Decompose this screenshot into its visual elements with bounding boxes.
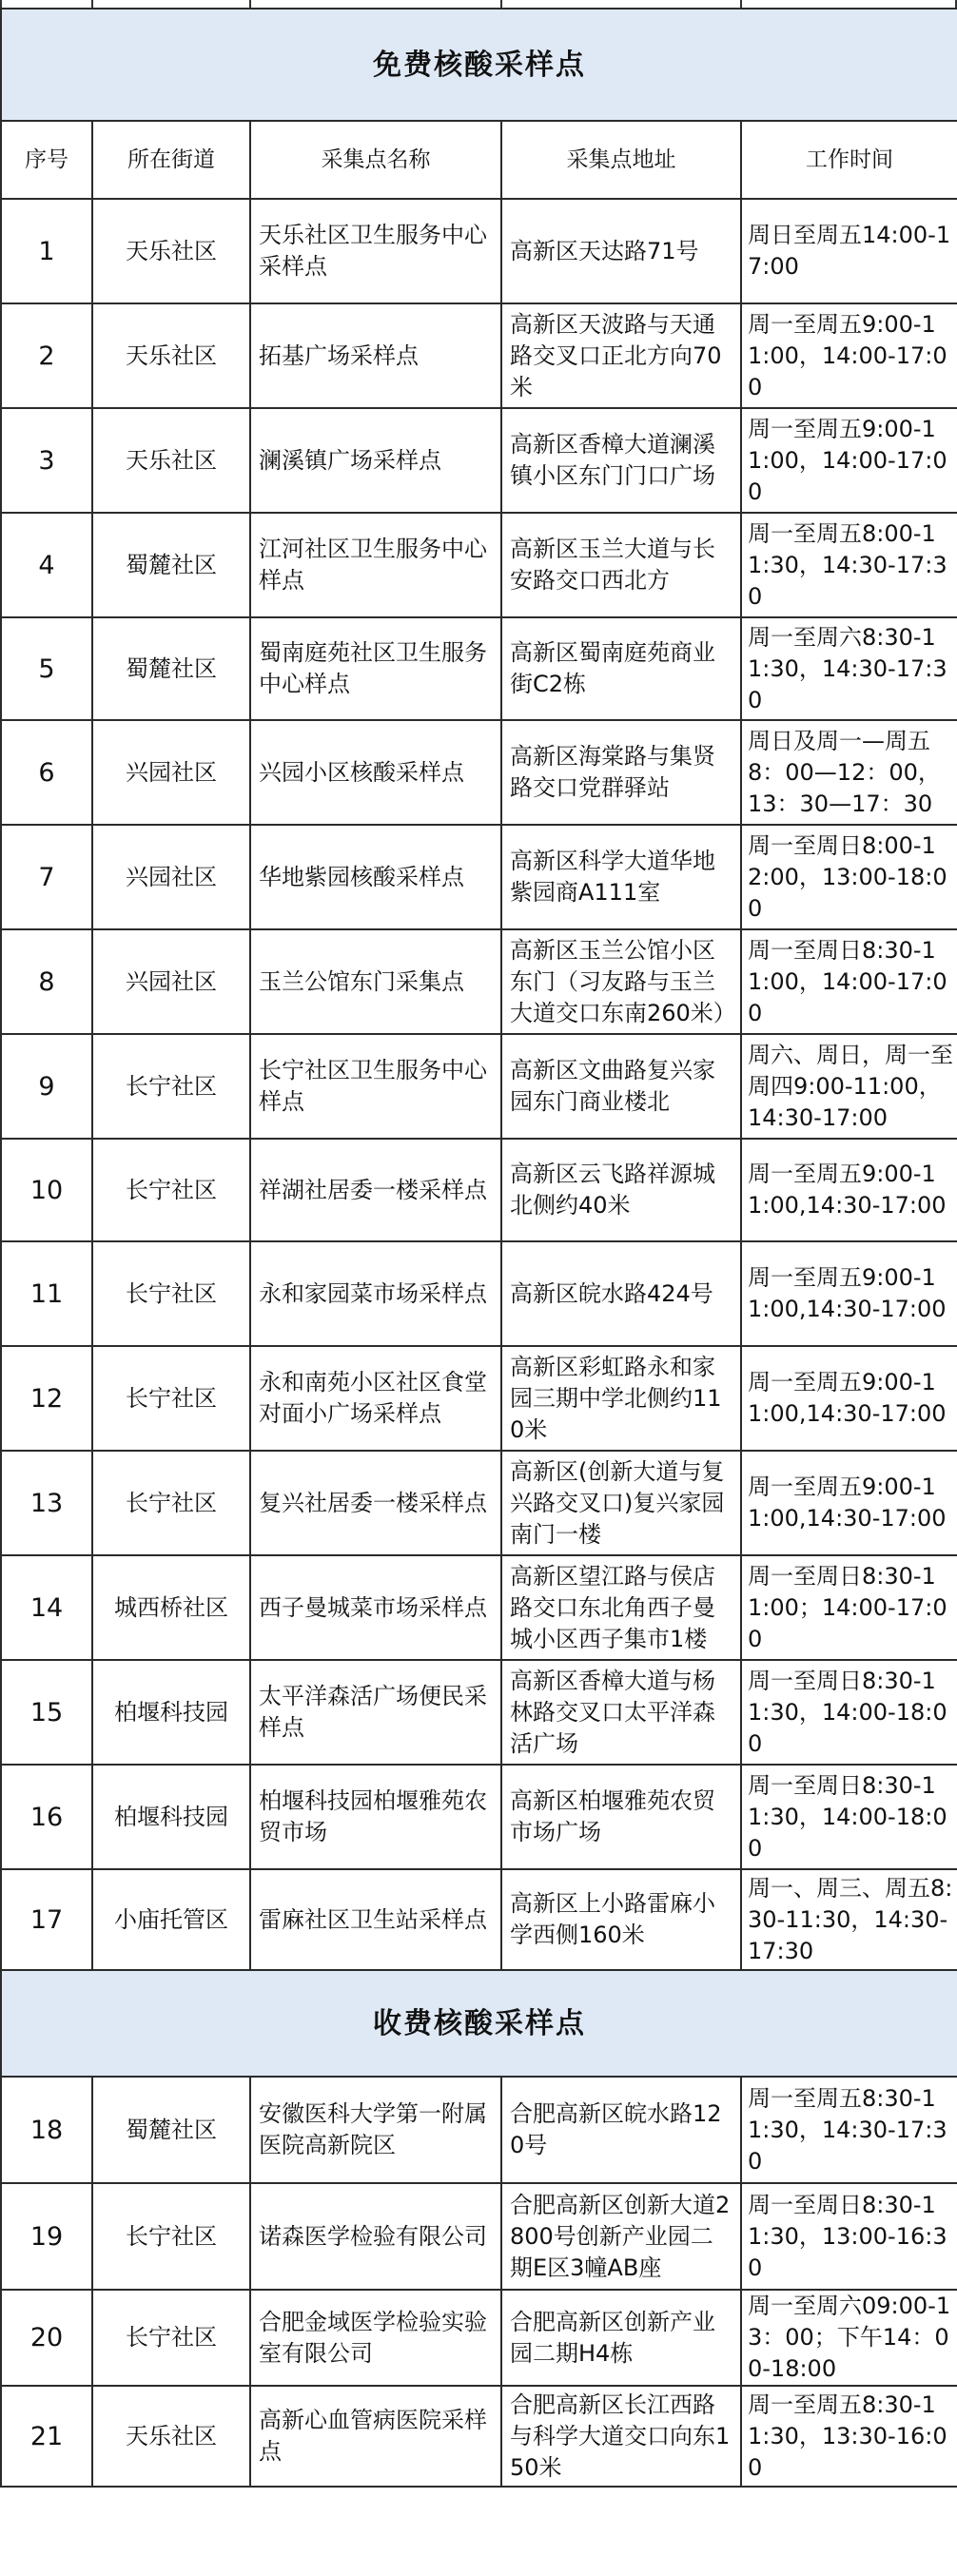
row-street: 柏堰科技园 <box>92 1660 250 1765</box>
column-headers <box>1 121 957 199</box>
row-hours: 周一至周日8:30-11:30，13:00-16:30 <box>741 2183 957 2290</box>
sampling-sites-table <box>0 8 957 2488</box>
row-address: 高新区香樟大道澜溪镇小区东门门口广场 <box>501 408 741 513</box>
row-site-name: 安徽医科大学第一附属医院高新院区 <box>250 2077 501 2183</box>
row-index: 11 <box>1 1241 92 1346</box>
table-row <box>1 2386 957 2487</box>
row-site-name: 永和南苑小区社区食堂对面小广场采样点 <box>250 1346 501 1451</box>
header-name: 采集点名称 <box>250 121 501 199</box>
table-row <box>1 617 957 720</box>
table-row <box>1 1869 957 1970</box>
row-site-name: 澜溪镇广场采样点 <box>250 408 501 513</box>
row-site-name: 兴园小区核酸采样点 <box>250 720 501 825</box>
row-site-name: 柏堰科技园柏堰雅苑农贸市场 <box>250 1765 501 1869</box>
row-index: 15 <box>1 1660 92 1765</box>
row-hours: 周一至周五9:00-11:00,14:30-17:00 <box>741 1451 957 1555</box>
row-index: 14 <box>1 1555 92 1660</box>
row-site-name: 诺森医学检验有限公司 <box>250 2183 501 2290</box>
row-hours: 周一至周五9:00-11:00,14:30-17:00 <box>741 1139 957 1241</box>
table-row <box>1 1451 957 1555</box>
row-hours: 周一至周日8:30-11:00；14:00-17:00 <box>741 1555 957 1660</box>
row-site-name: 复兴社居委一楼采样点 <box>250 1451 501 1555</box>
table-row <box>1 1660 957 1765</box>
row-street: 天乐社区 <box>92 2386 250 2487</box>
row-address: 高新区望江路与侯店路交口东北角西子曼城小区西子集市1楼 <box>501 1555 741 1660</box>
row-address: 高新区(创新大道与复兴路交叉口)复兴家园南门一楼 <box>501 1451 741 1555</box>
row-index: 7 <box>1 825 92 929</box>
row-street: 长宁社区 <box>92 1451 250 1555</box>
row-street: 长宁社区 <box>92 1241 250 1346</box>
table-row <box>1 1241 957 1346</box>
row-address: 合肥高新区创新产业园二期H4栋 <box>501 2290 741 2386</box>
row-address: 高新区彩虹路永和家园三期中学北侧约110米 <box>501 1346 741 1451</box>
row-index: 21 <box>1 2386 92 2487</box>
row-address: 高新区皖水路424号 <box>501 1241 741 1346</box>
row-street: 天乐社区 <box>92 408 250 513</box>
table-row <box>1 2290 957 2386</box>
row-address: 高新区科学大道华地紫园商A111室 <box>501 825 741 929</box>
row-index: 16 <box>1 1765 92 1869</box>
row-site-name: 合肥金域医学检验实验室有限公司 <box>250 2290 501 2386</box>
row-hours: 周一至周五9:00-11:00，14:00-17:00 <box>741 303 957 408</box>
row-hours: 周六、周日，周一至周四9:00-11:00，14:30-17:00 <box>741 1034 957 1139</box>
free-sites-body <box>1 199 957 1970</box>
row-address: 合肥高新区创新大道2800号创新产业园二期E区3幢AB座 <box>501 2183 741 2290</box>
row-index: 20 <box>1 2290 92 2386</box>
row-address: 高新区柏堰雅苑农贸市场广场 <box>501 1765 741 1869</box>
header-index: 序号 <box>1 121 92 199</box>
row-street: 长宁社区 <box>92 2183 250 2290</box>
row-address: 高新区上小路雷麻小学西侧160米 <box>501 1869 741 1970</box>
row-address: 高新区玉兰公馆小区东门（习友路与玉兰大道交口东南260米） <box>501 929 741 1034</box>
row-street: 长宁社区 <box>92 2290 250 2386</box>
row-hours: 周一至周五9:00-11:00,14:30-17:00 <box>741 1346 957 1451</box>
row-hours: 周一至周五8:30-11:30，14:30-17:30 <box>741 2077 957 2183</box>
table-row <box>1 408 957 513</box>
row-index: 18 <box>1 2077 92 2183</box>
row-hours: 周一至周日8:30-11:30，14:00-18:00 <box>741 1765 957 1869</box>
row-index: 12 <box>1 1346 92 1451</box>
row-site-name: 长宁社区卫生服务中心样点 <box>250 1034 501 1139</box>
row-index: 5 <box>1 617 92 720</box>
free-section-header <box>1 9 957 121</box>
table-row <box>1 199 957 303</box>
row-street: 长宁社区 <box>92 1139 250 1241</box>
table-row <box>1 929 957 1034</box>
table-row <box>1 825 957 929</box>
row-index: 10 <box>1 1139 92 1241</box>
row-site-name: 华地紫园核酸采样点 <box>250 825 501 929</box>
row-hours: 周一至周日8:30-11:30，14:00-18:00 <box>741 1660 957 1765</box>
row-index: 1 <box>1 199 92 303</box>
table-row <box>1 303 957 408</box>
table-row <box>1 513 957 617</box>
row-index: 4 <box>1 513 92 617</box>
row-street: 小庙托管区 <box>92 1869 250 1970</box>
row-site-name: 西子曼城菜市场采样点 <box>250 1555 501 1660</box>
header-hours: 工作时间 <box>741 121 957 199</box>
row-address: 高新区云飞路祥源城北侧约40米 <box>501 1139 741 1241</box>
row-hours: 周一至周日8:00-12:00，13:00-18:00 <box>741 825 957 929</box>
row-street: 长宁社区 <box>92 1034 250 1139</box>
row-address: 高新区天波路与天通路交叉口正北方向70米 <box>501 303 741 408</box>
row-site-name: 祥湖社居委一楼采样点 <box>250 1139 501 1241</box>
table-row <box>1 1346 957 1451</box>
row-site-name: 蜀南庭苑社区卫生服务中心样点 <box>250 617 501 720</box>
row-street: 兴园社区 <box>92 929 250 1034</box>
row-hours: 周一至周六09:00-13：00；下午14：00-18:00 <box>741 2290 957 2386</box>
row-street: 兴园社区 <box>92 720 250 825</box>
table-row <box>1 720 957 825</box>
row-site-name: 江河社区卫生服务中心样点 <box>250 513 501 617</box>
row-hours: 周一至周五9:00-11:00,14:30-17:00 <box>741 1241 957 1346</box>
table-row <box>1 1555 957 1660</box>
row-address: 合肥高新区长江西路与科学大道交口向东150米 <box>501 2386 741 2487</box>
row-site-name: 天乐社区卫生服务中心采样点 <box>250 199 501 303</box>
row-site-name: 雷麻社区卫生站采样点 <box>250 1869 501 1970</box>
row-street: 天乐社区 <box>92 303 250 408</box>
row-street: 柏堰科技园 <box>92 1765 250 1869</box>
row-hours: 周日及周一—周五8：00—12：00，13：30—17：30 <box>741 720 957 825</box>
row-hours: 周一至周五9:00-11:00，14:00-17:00 <box>741 408 957 513</box>
table-row <box>1 2183 957 2290</box>
paid-sites-body <box>1 2077 957 2487</box>
row-street: 城西桥社区 <box>92 1555 250 1660</box>
table-row <box>1 1034 957 1139</box>
row-site-name: 玉兰公馆东门采集点 <box>250 929 501 1034</box>
row-hours: 周一至周六8:30-11:30，14:30-17:30 <box>741 617 957 720</box>
row-address: 高新区蜀南庭苑商业街C2栋 <box>501 617 741 720</box>
row-site-name: 永和家园菜市场采样点 <box>250 1241 501 1346</box>
row-index: 2 <box>1 303 92 408</box>
row-street: 蜀麓社区 <box>92 617 250 720</box>
paid-section-title: 收费核酸采样点 <box>1 1970 957 2077</box>
row-index: 9 <box>1 1034 92 1139</box>
row-index: 6 <box>1 720 92 825</box>
row-address: 高新区玉兰大道与长安路交口西北方 <box>501 513 741 617</box>
row-index: 8 <box>1 929 92 1034</box>
paid-section-header <box>1 1970 957 2077</box>
row-index: 13 <box>1 1451 92 1555</box>
row-street: 蜀麓社区 <box>92 2077 250 2183</box>
row-hours: 周一至周日8:30-11:00，14:00-17:00 <box>741 929 957 1034</box>
row-site-name: 高新心血管病医院采样点 <box>250 2386 501 2487</box>
row-street: 天乐社区 <box>92 199 250 303</box>
row-index: 17 <box>1 1869 92 1970</box>
row-address: 合肥高新区皖水路120号 <box>501 2077 741 2183</box>
table-row <box>1 1765 957 1869</box>
row-index: 3 <box>1 408 92 513</box>
row-hours: 周一至周五8:00-11:30，14:30-17:30 <box>741 513 957 617</box>
free-section-title: 免费核酸采样点 <box>1 9 957 121</box>
row-street: 蜀麓社区 <box>92 513 250 617</box>
header-street: 所在街道 <box>92 121 250 199</box>
row-address: 高新区文曲路复兴家园东门商业楼北 <box>501 1034 741 1139</box>
row-hours: 周一、周三、周五8:30-11:30，14:30-17:30 <box>741 1869 957 1970</box>
header-address: 采集点地址 <box>501 121 741 199</box>
row-hours: 周日至周五14:00-17:00 <box>741 199 957 303</box>
row-street: 长宁社区 <box>92 1346 250 1451</box>
row-address: 高新区香樟大道与杨林路交叉口太平洋森活广场 <box>501 1660 741 1765</box>
row-site-name: 拓基广场采样点 <box>250 303 501 408</box>
row-hours: 周一至周五8:30-11:30，13:30-16:00 <box>741 2386 957 2487</box>
row-address: 高新区海棠路与集贤路交口党群驿站 <box>501 720 741 825</box>
row-address: 高新区天达路71号 <box>501 199 741 303</box>
row-site-name: 太平洋森活广场便民采样点 <box>250 1660 501 1765</box>
row-index: 19 <box>1 2183 92 2290</box>
table-row <box>1 2077 957 2183</box>
row-street: 兴园社区 <box>92 825 250 929</box>
table-row <box>1 1139 957 1241</box>
